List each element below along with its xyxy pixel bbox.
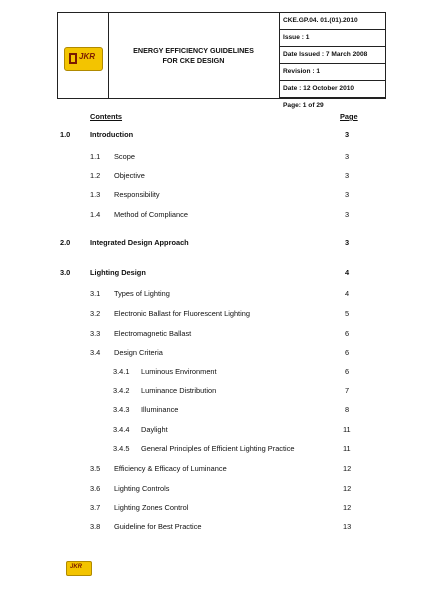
toc-entry-number: 3.4.5: [113, 444, 130, 453]
toc-entry-title: Introduction: [90, 130, 134, 139]
toc-entry-title: Design Criteria: [114, 348, 163, 357]
toc-entry: [0, 464, 423, 476]
toc-entry-page: 7: [345, 386, 350, 395]
toc-entry-number: 3.5: [90, 464, 101, 473]
footer-logo-text: JKR: [70, 564, 83, 570]
toc-entry-title: Lighting Zones Control: [114, 503, 189, 512]
toc-entry-page: 4: [345, 289, 350, 298]
toc-entry-page: 3: [345, 152, 350, 161]
toc-entry-title: Responsibility: [114, 190, 160, 199]
issue: Issue : 1: [279, 30, 385, 47]
toc-entry-title: General Principles of Efficient Lighting Practice: [141, 444, 295, 453]
toc-entry-page: 6: [345, 329, 350, 338]
toc-entry-number: 3.4.3: [113, 405, 130, 414]
doc-meta: [279, 13, 385, 109]
doc-title-line2: FOR CKE DESIGN: [162, 55, 225, 65]
toc-entry-page: 6: [345, 367, 350, 376]
toc-entry-title: Integrated Design Approach: [90, 238, 189, 247]
jkr-logo: [64, 47, 103, 71]
toc-entry-number: 3.7: [90, 503, 101, 512]
toc-entry: [0, 309, 423, 321]
toc-entry-number: 1.1: [90, 152, 101, 161]
toc-entry-number: 3.4: [90, 348, 101, 357]
toc-entry-title: Guideline for Best Practice: [114, 522, 202, 531]
toc-entry: [0, 329, 423, 341]
toc-entry: [0, 386, 423, 398]
toc-entry-number: 3.6: [90, 484, 101, 493]
toc-entry: [0, 171, 423, 183]
toc-entry: [0, 348, 423, 360]
toc-entry-title: Electronic Ballast for Fluorescent Lighting: [114, 309, 250, 318]
toc-entry: [0, 152, 423, 164]
toc-entry-number: 3.2: [90, 309, 101, 318]
toc-entry-title: Lighting Controls: [114, 484, 170, 493]
toc-entry-page: 3: [345, 190, 350, 199]
toc-entry-page: 6: [345, 348, 350, 357]
emblem-icon: [68, 52, 78, 65]
toc-entry-number: 3.0: [60, 268, 71, 277]
toc-entry: [0, 367, 423, 379]
toc-entry-title: Luminous Environment: [141, 367, 217, 376]
toc-entry: [0, 444, 423, 456]
toc-entry-title: Luminance Distribution: [141, 386, 217, 395]
toc-entry: [0, 484, 423, 496]
toc-entry-number: 2.0: [60, 238, 71, 247]
toc-entry-number: 3.4.4: [113, 425, 130, 434]
doc-title-line1: ENERGY EFFICIENCY GUIDELINES: [133, 45, 254, 55]
date-issued: Date Issued : 7 March 2008: [279, 47, 385, 64]
toc-entry: [0, 289, 423, 301]
page-number: Page: 1 of 29: [283, 102, 324, 109]
date: Date : 12 October 2010: [279, 81, 385, 98]
toc-entry-title: Electromagnetic Ballast: [114, 329, 192, 338]
toc-entry: [0, 238, 423, 250]
toc-entry-page: 12: [343, 484, 352, 493]
toc-entry-title: Scope: [114, 152, 135, 161]
toc-entry: [0, 130, 423, 142]
toc-entry-number: 3.4.1: [113, 367, 130, 376]
toc-entry-number: 3.4.2: [113, 386, 130, 395]
toc-entry-title: Lighting Design: [90, 268, 146, 277]
toc-entry-page: 11: [343, 425, 351, 434]
toc-entry-title: Method of Compliance: [114, 210, 188, 219]
toc-entry-page: 3: [345, 210, 350, 219]
toc-entry-number: 1.4: [90, 210, 101, 219]
toc-entry-number: 3.1: [90, 289, 101, 298]
toc-entry-title: Types of Lighting: [114, 289, 170, 298]
title-cell: [108, 13, 280, 98]
toc-entry-number: 1.0: [60, 130, 71, 139]
logo-cell: [58, 13, 109, 98]
footer: [66, 556, 366, 580]
toc-entry: [0, 405, 423, 417]
toc-entry: [0, 425, 423, 437]
toc-entry-page: 8: [345, 405, 350, 414]
toc-entry-page: 13: [343, 522, 352, 531]
toc-entry-title: Efficiency & Efficacy of Luminance: [114, 464, 227, 473]
toc-entry-page: 4: [345, 268, 350, 277]
toc-entry: [0, 268, 423, 280]
toc-entry-page: 12: [343, 464, 352, 473]
toc-entry-number: 3.3: [90, 329, 101, 338]
toc-entry-page: 3: [345, 238, 350, 247]
toc-entry-title: Illuminance: [141, 405, 179, 414]
toc-entry-page: 3: [345, 130, 350, 139]
revision: Revision : 1: [279, 64, 385, 81]
document-header-table: [57, 12, 386, 109]
toc-entry: [0, 190, 423, 202]
toc-entry: [0, 522, 423, 534]
contents-heading: Contents: [90, 112, 123, 121]
toc-entry-title: Objective: [114, 171, 145, 180]
toc-entry-title: Daylight: [141, 425, 168, 434]
toc-entry-number: 1.3: [90, 190, 101, 199]
toc-entry-number: 3.8: [90, 522, 101, 531]
page-heading: Page: [340, 112, 358, 121]
toc-entry: [0, 503, 423, 515]
footer-logo: [66, 561, 92, 576]
toc-entry-number: 1.2: [90, 171, 101, 180]
toc-entry-page: 5: [345, 309, 350, 318]
toc-entry: [0, 210, 423, 222]
doc-number: CKE.GP.04. 01.(01).2010: [279, 13, 385, 30]
logo-text: JKR: [79, 52, 96, 61]
toc-entry-page: 3: [345, 171, 350, 180]
toc-entry-page: 12: [343, 503, 352, 512]
toc-entry-page: 11: [343, 444, 351, 453]
